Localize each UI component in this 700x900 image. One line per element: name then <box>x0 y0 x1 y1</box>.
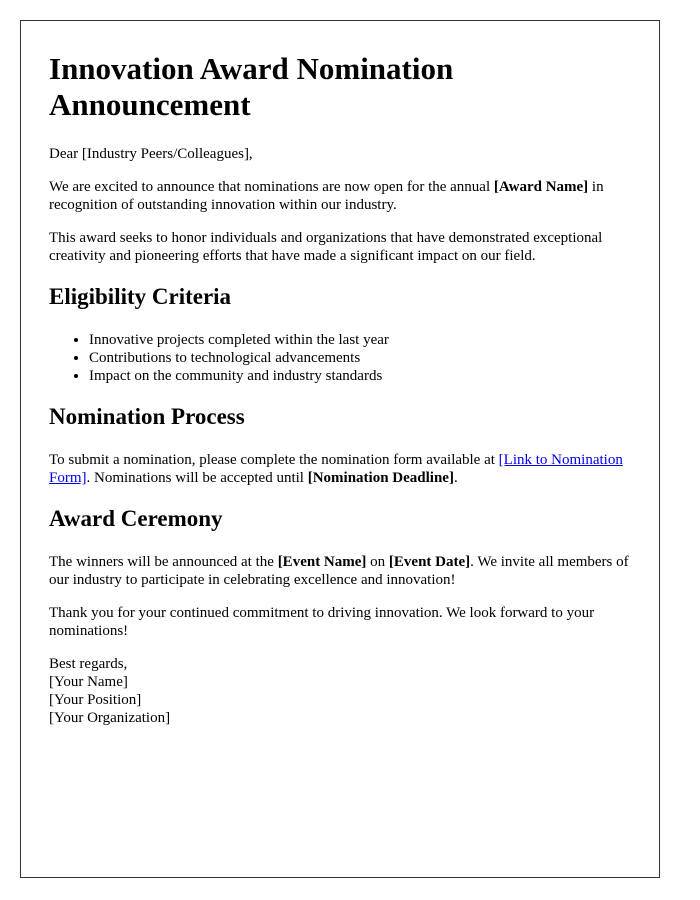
eligibility-heading: Eligibility Criteria <box>49 284 232 309</box>
eligibility-list <box>49 331 631 385</box>
process-text-after: . <box>453 470 458 486</box>
intro-paragraph <box>49 178 631 214</box>
purpose-paragraph: This award seeks to honor individuals and organizations that have demonstrated exceptional creativity and pioneering efforts that have made a significant impact on our field. <box>49 230 603 264</box>
sender-name: [Your Name] <box>49 674 128 690</box>
nomination-process-heading: Nomination Process <box>49 404 245 429</box>
event-date-placeholder: [Event Date] <box>388 554 471 570</box>
process-text-middle: . Nominations will be accepted until <box>86 470 308 486</box>
sender-organization: [Your Organization] <box>49 710 171 726</box>
signature-block <box>49 655 631 727</box>
intro-text-after: in recognition of outstanding innovation within our industry. <box>49 179 604 213</box>
nomination-process-paragraph <box>49 451 631 487</box>
award-ceremony-heading: Award Ceremony <box>49 506 223 531</box>
thanks-paragraph: Thank you for your continued commitment to driving innovation. We look forward to your nominations! <box>49 605 595 639</box>
deadline-placeholder: [Nomination Deadline] <box>307 470 454 486</box>
list-item: • Innovative projects completed within the last year <box>89 331 631 349</box>
letter-document <box>20 20 660 878</box>
ceremony-text-middle: on <box>366 554 389 570</box>
event-name-placeholder: [Event Name] <box>277 554 367 570</box>
salutation: Dear [Industry Peers/Colleagues], <box>49 146 253 162</box>
page-title: Innovation Award Nomination Announcement <box>49 51 454 122</box>
intro-text-before: We are excited to announce that nominations are now open for the annual <box>49 179 494 195</box>
sender-position: [Your Position] <box>49 692 142 708</box>
list-item: • Contributions to technological advancements <box>89 349 631 367</box>
award-name-placeholder: [Award Name] <box>493 179 589 195</box>
process-text-before: To submit a nomination, please complete the nomination form available at <box>49 452 499 468</box>
award-ceremony-paragraph <box>49 553 631 589</box>
sign-off: Best regards, <box>49 656 128 672</box>
nomination-form-link[interactable]: [Link to Nomination Form] <box>49 452 623 486</box>
list-item: • Impact on the community and industry standards <box>89 367 631 385</box>
ceremony-text-after: . We invite all members of our industry to participate in celebrating excellence and innovation! <box>49 554 629 588</box>
ceremony-text-before: The winners will be announced at the <box>49 554 278 570</box>
